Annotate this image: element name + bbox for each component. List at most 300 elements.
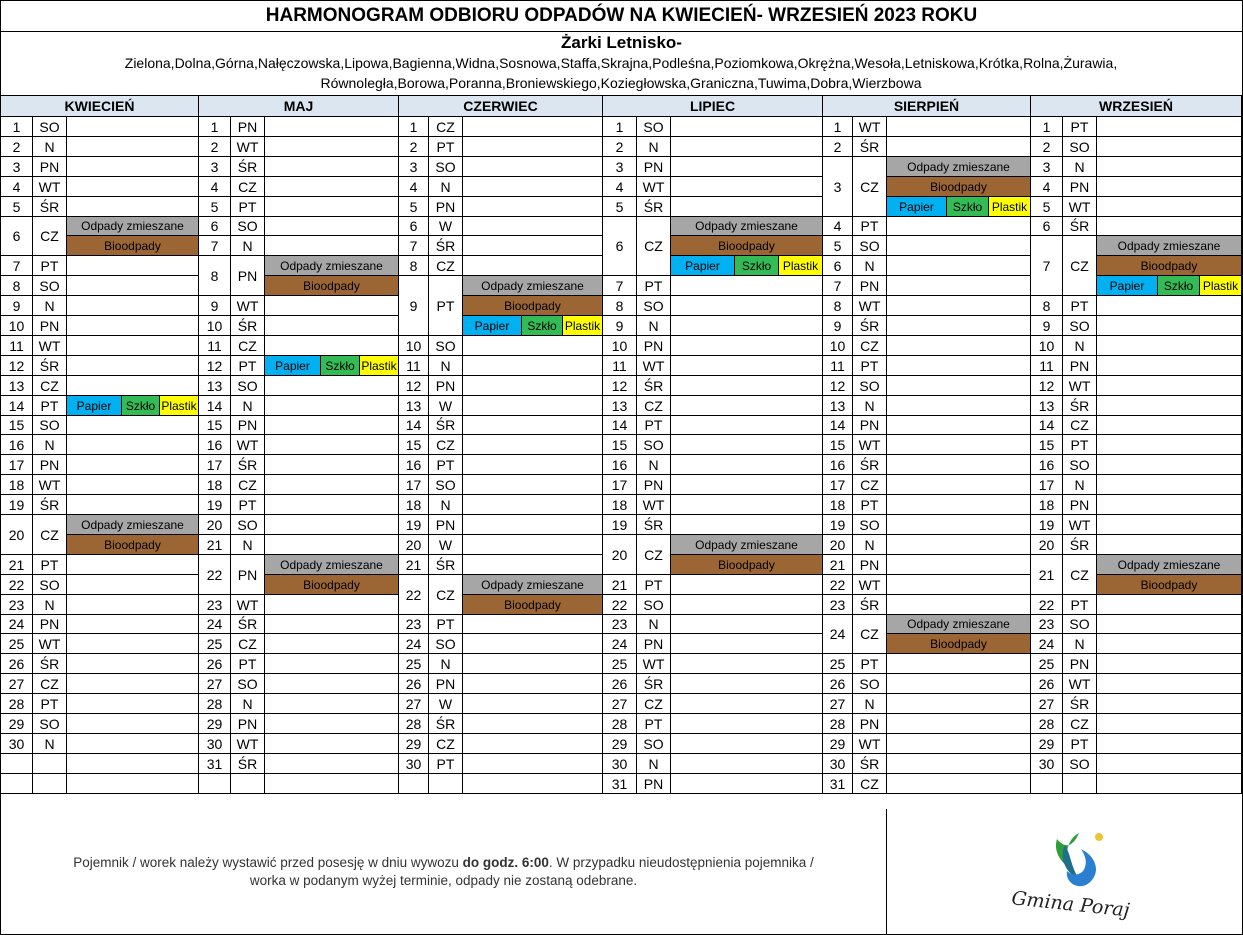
weekday: CZ bbox=[231, 177, 265, 197]
day-number: 11 bbox=[603, 356, 637, 376]
weekday: PN bbox=[231, 555, 265, 595]
weekday: SO bbox=[429, 634, 463, 654]
empty-cell bbox=[1097, 774, 1242, 794]
day-number: 8 bbox=[603, 296, 637, 316]
collection-slot bbox=[887, 276, 1031, 296]
collection-slot bbox=[463, 396, 603, 416]
day-number: 24 bbox=[399, 634, 429, 654]
logo-sun-dot bbox=[1095, 833, 1103, 841]
weekday: PN bbox=[33, 615, 67, 634]
weekday: CZ bbox=[231, 634, 265, 654]
collection-slot bbox=[1097, 694, 1242, 714]
day-number: 8 bbox=[1, 276, 33, 296]
day-number: 12 bbox=[199, 356, 231, 376]
collection-slot bbox=[67, 336, 199, 356]
tag-bio-waste: Bioodpady bbox=[265, 276, 399, 296]
day-number: 1 bbox=[399, 117, 429, 137]
weekday: SO bbox=[231, 674, 265, 694]
collection-slot bbox=[265, 296, 399, 316]
collection-slot bbox=[265, 475, 399, 495]
collection-slot bbox=[67, 654, 199, 674]
day-number: 3 bbox=[603, 157, 637, 177]
day-number: 4 bbox=[399, 177, 429, 197]
collection-slot bbox=[265, 694, 399, 714]
weekday: CZ bbox=[637, 535, 671, 575]
weekday: PN bbox=[853, 416, 887, 435]
day-number: 6 bbox=[199, 217, 231, 236]
weekday: N bbox=[429, 177, 463, 197]
collection-slot bbox=[265, 615, 399, 634]
day-number: 7 bbox=[399, 236, 429, 256]
day-number: 6 bbox=[1, 217, 33, 256]
month-header-4: SIERPIEŃ bbox=[823, 95, 1031, 117]
empty-cell bbox=[1063, 774, 1097, 794]
weekday: PT bbox=[853, 495, 887, 515]
weekday: SO bbox=[1063, 316, 1097, 336]
day-number: 15 bbox=[199, 416, 231, 435]
weekday: ŚR bbox=[1063, 535, 1097, 555]
weekday: WT bbox=[853, 435, 887, 455]
day-number: 31 bbox=[603, 774, 637, 794]
collection-slot bbox=[463, 515, 603, 535]
collection-slot bbox=[265, 396, 399, 416]
collection-slot bbox=[1097, 356, 1242, 376]
weekday: WT bbox=[853, 734, 887, 754]
day-number: 19 bbox=[199, 495, 231, 515]
day-number: 29 bbox=[399, 734, 429, 754]
day-number: 13 bbox=[199, 376, 231, 396]
day-number: 5 bbox=[199, 197, 231, 217]
weekday: CZ bbox=[429, 435, 463, 455]
day-number: 6 bbox=[399, 217, 429, 236]
collection-slot bbox=[265, 455, 399, 475]
collection-slot bbox=[671, 455, 823, 475]
collection-slot bbox=[67, 376, 199, 396]
collection-slot bbox=[887, 435, 1031, 455]
day-number: 9 bbox=[823, 316, 853, 336]
weekday: CZ bbox=[1063, 236, 1097, 296]
weekday: WT bbox=[637, 495, 671, 515]
day-number: 27 bbox=[823, 694, 853, 714]
weekday: CZ bbox=[853, 157, 887, 217]
collection-slot bbox=[463, 435, 603, 455]
weekday: SO bbox=[231, 217, 265, 236]
tag-bio-waste: Bioodpady bbox=[463, 595, 603, 615]
collection-slot bbox=[265, 515, 399, 535]
day-number: 16 bbox=[1031, 455, 1063, 475]
day-number: 28 bbox=[1, 694, 33, 714]
day-number: 23 bbox=[823, 595, 853, 615]
collection-slot bbox=[463, 256, 603, 276]
weekday: CZ bbox=[429, 117, 463, 137]
day-number: 1 bbox=[603, 117, 637, 137]
weekday: CZ bbox=[637, 694, 671, 714]
day-number: 28 bbox=[399, 714, 429, 734]
weekday: ŚR bbox=[231, 157, 265, 177]
tag-bio-waste: Bioodpady bbox=[671, 555, 823, 575]
day-number: 21 bbox=[1031, 555, 1063, 595]
weekday: WT bbox=[33, 475, 67, 495]
tag-plastic: Plastik bbox=[989, 197, 1031, 217]
weekday: PT bbox=[33, 555, 67, 575]
weekday: CZ bbox=[853, 615, 887, 654]
weekday: PN bbox=[429, 515, 463, 535]
weekday: N bbox=[637, 137, 671, 157]
weekday: PN bbox=[429, 674, 463, 694]
collection-slot bbox=[463, 694, 603, 714]
collection-slot bbox=[887, 754, 1031, 774]
weekday: PN bbox=[853, 714, 887, 734]
day-number: 2 bbox=[199, 137, 231, 157]
collection-slot bbox=[67, 197, 199, 217]
weekday: W bbox=[429, 396, 463, 416]
tag-glass: Szkło bbox=[1158, 276, 1200, 296]
day-number: 15 bbox=[399, 435, 429, 455]
weekday: PT bbox=[33, 694, 67, 714]
weekday: PN bbox=[231, 416, 265, 435]
weekday: PT bbox=[33, 256, 67, 276]
day-number: 8 bbox=[1031, 296, 1063, 316]
day-number: 14 bbox=[603, 416, 637, 435]
weekday: PN bbox=[33, 455, 67, 475]
collection-slot bbox=[887, 316, 1031, 336]
weekday: ŚR bbox=[33, 495, 67, 515]
collection-slot bbox=[887, 694, 1031, 714]
collection-slot bbox=[463, 236, 603, 256]
day-number: 6 bbox=[1031, 217, 1063, 236]
weekday: CZ bbox=[429, 256, 463, 276]
tag-mixed-waste: Odpady zmieszane bbox=[67, 217, 199, 236]
weekday: N bbox=[853, 396, 887, 416]
collection-slot bbox=[67, 595, 199, 615]
collection-slot bbox=[671, 376, 823, 396]
weekday: ŚR bbox=[853, 455, 887, 475]
day-number: 3 bbox=[1, 157, 33, 177]
tag-mixed-waste: Odpady zmieszane bbox=[1097, 555, 1242, 575]
day-number: 30 bbox=[1031, 754, 1063, 774]
footer-text-part1: Pojemnik / worek należy wystawić przed posesję w dniu wywozu bbox=[73, 854, 463, 870]
day-number: 29 bbox=[1, 714, 33, 734]
weekday: SO bbox=[429, 475, 463, 495]
street-list-line-1: Zielona,Dolna,Górna,Nałęczowska,Lipowa,Bagienna,Widna,Sosnowa,Staffa,Skrajna,Podleśna,Poziomkowa,Okrężna,Wesoła,Letniskowa,Krótka,Rolna,Żurawia, bbox=[124, 55, 1118, 71]
collection-slot bbox=[887, 296, 1031, 316]
month-header-2: CZERWIEC bbox=[399, 95, 603, 117]
day-number: 5 bbox=[823, 236, 853, 256]
day-number: 5 bbox=[603, 197, 637, 217]
weekday: N bbox=[1063, 634, 1097, 654]
weekday: PN bbox=[429, 197, 463, 217]
weekday: PT bbox=[231, 356, 265, 376]
weekday: CZ bbox=[853, 774, 887, 794]
weekday: PT bbox=[429, 137, 463, 157]
collection-slot bbox=[887, 714, 1031, 734]
collection-slot bbox=[887, 495, 1031, 515]
collection-slot bbox=[887, 336, 1031, 356]
collection-slot bbox=[67, 117, 199, 137]
tag-paper: Papier bbox=[1097, 276, 1158, 296]
collection-slot bbox=[265, 634, 399, 654]
weekday: SO bbox=[637, 435, 671, 455]
weekday: SO bbox=[231, 376, 265, 396]
weekday: WT bbox=[1063, 376, 1097, 396]
collection-slot bbox=[265, 435, 399, 455]
weekday: WT bbox=[637, 177, 671, 197]
day-number: 10 bbox=[1031, 336, 1063, 356]
day-number: 11 bbox=[1, 336, 33, 356]
weekday: CZ bbox=[231, 475, 265, 495]
day-number: 17 bbox=[603, 475, 637, 495]
collection-slot bbox=[1097, 435, 1242, 455]
collection-slot bbox=[265, 654, 399, 674]
weekday: N bbox=[637, 455, 671, 475]
collection-slot bbox=[265, 754, 399, 774]
day-number: 25 bbox=[199, 634, 231, 654]
tag-plastic: Plastik bbox=[160, 396, 199, 416]
collection-slot bbox=[671, 117, 823, 137]
collection-slot bbox=[67, 495, 199, 515]
day-number: 30 bbox=[1, 734, 33, 754]
day-number: 12 bbox=[823, 376, 853, 396]
collection-slot bbox=[671, 654, 823, 674]
day-number: 25 bbox=[399, 654, 429, 674]
weekday: SO bbox=[637, 734, 671, 754]
collection-slot bbox=[887, 256, 1031, 276]
weekday: SO bbox=[853, 515, 887, 535]
weekday: ŚR bbox=[853, 595, 887, 615]
day-number: 16 bbox=[199, 435, 231, 455]
weekday: N bbox=[429, 654, 463, 674]
day-number: 10 bbox=[199, 316, 231, 336]
weekday: ŚR bbox=[853, 137, 887, 157]
empty-cell bbox=[463, 774, 603, 794]
tag-bio-waste: Bioodpady bbox=[1097, 256, 1242, 276]
day-number: 15 bbox=[1031, 435, 1063, 455]
collection-slot bbox=[887, 416, 1031, 435]
street-list-line-2: Równoległa,Borowa,Poranna,Broniewskiego,Koziegłowska,Graniczna,Tuwima,Dobra,Wierzbowa bbox=[320, 75, 922, 91]
weekday: PN bbox=[33, 157, 67, 177]
day-number: 30 bbox=[199, 734, 231, 754]
weekday: SO bbox=[1063, 455, 1097, 475]
weekday: N bbox=[33, 296, 67, 316]
collection-slot bbox=[463, 535, 603, 555]
weekday: ŚR bbox=[1063, 396, 1097, 416]
empty-cell bbox=[231, 774, 265, 794]
weekday: SO bbox=[33, 714, 67, 734]
weekday: WT bbox=[1063, 515, 1097, 535]
weekday: SO bbox=[637, 296, 671, 316]
tag-glass: Szkło bbox=[522, 316, 563, 336]
weekday: CZ bbox=[33, 674, 67, 694]
collection-slot bbox=[67, 674, 199, 694]
weekday: PT bbox=[853, 217, 887, 236]
day-number: 22 bbox=[1031, 595, 1063, 615]
day-number: 17 bbox=[1, 455, 33, 475]
collection-slot bbox=[1097, 634, 1242, 654]
weekday: N bbox=[637, 316, 671, 336]
empty-cell bbox=[67, 774, 199, 794]
collection-slot bbox=[67, 694, 199, 714]
day-number: 24 bbox=[1, 615, 33, 634]
collection-slot bbox=[67, 356, 199, 376]
collection-slot bbox=[1097, 754, 1242, 774]
day-number: 18 bbox=[823, 495, 853, 515]
weekday: W bbox=[429, 217, 463, 236]
weekday: PN bbox=[33, 316, 67, 336]
day-number: 11 bbox=[199, 336, 231, 356]
day-number: 12 bbox=[1031, 376, 1063, 396]
collection-slot bbox=[67, 615, 199, 634]
day-number: 21 bbox=[199, 535, 231, 555]
footer-deadline: do godz. 6:00 bbox=[462, 854, 549, 870]
footer-line-1 bbox=[73, 854, 814, 872]
weekday: W bbox=[429, 694, 463, 714]
day-number: 21 bbox=[1, 555, 33, 575]
collection-slot bbox=[887, 236, 1031, 256]
weekday: N bbox=[231, 694, 265, 714]
weekday: PN bbox=[853, 555, 887, 575]
tag-mixed-waste: Odpady zmieszane bbox=[265, 555, 399, 575]
tag-mixed-waste: Odpady zmieszane bbox=[887, 615, 1031, 634]
day-number: 20 bbox=[603, 535, 637, 575]
collection-slot bbox=[887, 654, 1031, 674]
weekday: N bbox=[33, 595, 67, 615]
empty-cell bbox=[1031, 774, 1063, 794]
collection-slot bbox=[265, 734, 399, 754]
day-number: 31 bbox=[823, 774, 853, 794]
tag-bio-waste: Bioodpady bbox=[265, 575, 399, 595]
weekday: PN bbox=[231, 256, 265, 296]
day-number: 21 bbox=[823, 555, 853, 575]
collection-slot bbox=[67, 177, 199, 197]
weekday: CZ bbox=[429, 575, 463, 615]
tag-plastic: Plastik bbox=[360, 356, 399, 376]
day-number: 16 bbox=[823, 455, 853, 475]
collection-slot bbox=[671, 356, 823, 376]
weekday: WT bbox=[1063, 674, 1097, 694]
day-number: 26 bbox=[1031, 674, 1063, 694]
day-number: 18 bbox=[1031, 495, 1063, 515]
day-number: 29 bbox=[1031, 734, 1063, 754]
day-number: 23 bbox=[1031, 615, 1063, 634]
weekday: N bbox=[231, 535, 265, 555]
collection-slot bbox=[265, 674, 399, 694]
collection-slot bbox=[1097, 495, 1242, 515]
collection-slot bbox=[463, 197, 603, 217]
weekday: WT bbox=[231, 734, 265, 754]
collection-slot bbox=[887, 535, 1031, 555]
collection-slot bbox=[67, 634, 199, 654]
collection-slot bbox=[1097, 316, 1242, 336]
month-header-0: KWIECIEŃ bbox=[1, 95, 199, 117]
collection-slot bbox=[265, 197, 399, 217]
weekday: PT bbox=[429, 276, 463, 336]
collection-slot bbox=[671, 714, 823, 734]
collection-slot bbox=[671, 416, 823, 435]
weekday: SO bbox=[1063, 137, 1097, 157]
day-number: 11 bbox=[823, 356, 853, 376]
day-number: 30 bbox=[603, 754, 637, 774]
collection-slot bbox=[265, 316, 399, 336]
day-number: 3 bbox=[1031, 157, 1063, 177]
day-number: 26 bbox=[823, 674, 853, 694]
day-number: 22 bbox=[1, 575, 33, 595]
footer-line-2: worka w podanym wyżej terminie, odpady nie zostaną odebrane. bbox=[249, 872, 638, 888]
collection-slot bbox=[1097, 674, 1242, 694]
collection-slot bbox=[463, 495, 603, 515]
weekday: CZ bbox=[429, 734, 463, 754]
weekday: CZ bbox=[853, 475, 887, 495]
weekday: SO bbox=[1063, 754, 1097, 774]
weekday: PT bbox=[637, 416, 671, 435]
weekday: ŚR bbox=[637, 197, 671, 217]
collection-slot bbox=[1097, 654, 1242, 674]
collection-slot bbox=[1097, 117, 1242, 137]
day-number: 29 bbox=[603, 734, 637, 754]
weekday: SO bbox=[33, 575, 67, 595]
day-number: 10 bbox=[603, 336, 637, 356]
day-number: 9 bbox=[399, 276, 429, 336]
day-number: 20 bbox=[399, 535, 429, 555]
day-number: 18 bbox=[399, 495, 429, 515]
day-number: 14 bbox=[399, 416, 429, 435]
collection-slot bbox=[1097, 595, 1242, 615]
day-number: 23 bbox=[1, 595, 33, 615]
weekday: SO bbox=[853, 376, 887, 396]
weekday: PN bbox=[637, 157, 671, 177]
collection-slot bbox=[671, 734, 823, 754]
collection-slot bbox=[1097, 137, 1242, 157]
day-number: 20 bbox=[1, 515, 33, 555]
day-number: 7 bbox=[1031, 236, 1063, 296]
day-number: 29 bbox=[823, 734, 853, 754]
weekday: N bbox=[231, 236, 265, 256]
collection-slot bbox=[265, 137, 399, 157]
collection-slot bbox=[887, 455, 1031, 475]
page-title: HARMONOGRAM ODBIORU ODPADÓW NA KWIECIEŃ- WRZESIEŃ 2023 ROKU bbox=[1, 1, 1242, 32]
weekday: CZ bbox=[1063, 714, 1097, 734]
collection-slot bbox=[1097, 376, 1242, 396]
collection-slot bbox=[887, 575, 1031, 595]
day-number: 3 bbox=[823, 157, 853, 217]
weekday: WT bbox=[33, 634, 67, 654]
tag-mixed-waste: Odpady zmieszane bbox=[671, 217, 823, 236]
weekday: SO bbox=[231, 515, 265, 535]
day-number: 18 bbox=[1, 475, 33, 495]
day-number: 2 bbox=[823, 137, 853, 157]
weekday: PN bbox=[853, 276, 887, 296]
weekday: PT bbox=[637, 575, 671, 595]
weekday: N bbox=[853, 535, 887, 555]
tag-bio-waste: Bioodpady bbox=[67, 535, 199, 555]
collection-slot bbox=[67, 555, 199, 575]
collection-slot bbox=[671, 515, 823, 535]
weekday: WT bbox=[1063, 197, 1097, 217]
tag-bio-waste: Bioodpady bbox=[887, 177, 1031, 197]
weekday: SO bbox=[33, 276, 67, 296]
collection-slot bbox=[463, 754, 603, 774]
day-number: 23 bbox=[399, 615, 429, 634]
weekday: SO bbox=[33, 416, 67, 435]
weekday: ŚR bbox=[33, 356, 67, 376]
collection-slot bbox=[463, 157, 603, 177]
collection-slot bbox=[887, 137, 1031, 157]
weekday: ŚR bbox=[1063, 694, 1097, 714]
collection-slot bbox=[265, 376, 399, 396]
collection-slot bbox=[887, 674, 1031, 694]
collection-slot bbox=[463, 455, 603, 475]
day-number: 15 bbox=[603, 435, 637, 455]
day-number: 12 bbox=[399, 376, 429, 396]
